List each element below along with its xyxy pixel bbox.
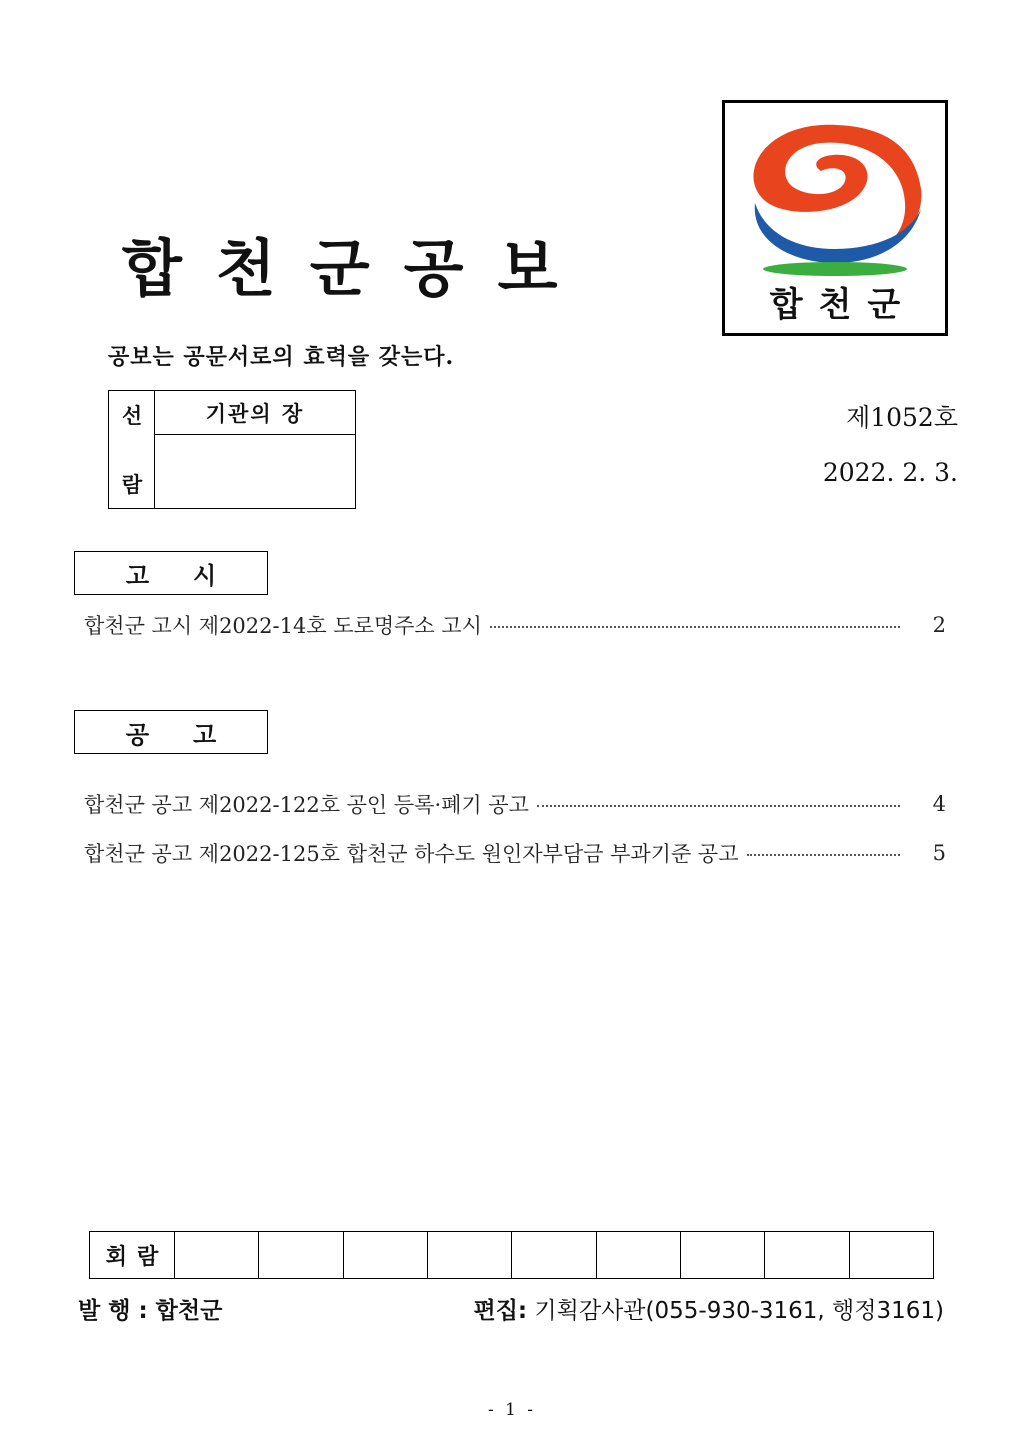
toc-text: 합천군 고시 제2022-14호 도로명주소 고시: [84, 614, 482, 638]
circulation-cell: [174, 1232, 258, 1278]
toc-text: 합천군 공고 제2022-122호 공인 등록·폐기 공고: [84, 793, 529, 817]
toc-row[interactable]: [84, 838, 946, 868]
hapcheon-logo: [722, 100, 948, 336]
circulation-cell: [511, 1232, 595, 1278]
editor-value: 기획감사관(055-930-3161, 행정3161): [527, 1298, 944, 1324]
toc-page: 5: [932, 841, 946, 865]
review-header: 기관의 장: [155, 391, 355, 435]
circulation-label: 회람: [105, 1243, 169, 1270]
circulation-cell: [596, 1232, 680, 1278]
circulation-cell: [427, 1232, 511, 1278]
issue-date: 2022. 2. 3.: [822, 458, 958, 487]
toc-row[interactable]: [84, 789, 946, 819]
circulation-table: [89, 1231, 934, 1279]
circulation-cell: [680, 1232, 764, 1278]
toc-leader: [747, 854, 901, 856]
review-box: [108, 390, 356, 509]
review-label-top: 선: [121, 403, 143, 428]
editor-label: 편집:: [473, 1298, 528, 1324]
toc-leader: [490, 626, 900, 628]
bulletin-subtitle: 공보는 공문서로의 효력을 갖는다.: [108, 344, 455, 370]
toc-page: 4: [932, 792, 946, 816]
editor-info: [473, 1292, 944, 1325]
bulletin-title: 합천군공보: [122, 232, 592, 305]
section-notice-heading: 고시: [74, 551, 268, 595]
section-announcement-heading: 공고: [74, 710, 268, 754]
logo-text: 합천군: [769, 285, 917, 325]
toc-page: 2: [932, 613, 946, 637]
page-number: - 1 -: [487, 1400, 537, 1420]
circulation-cell: [849, 1232, 933, 1278]
circulation-cell: [764, 1232, 848, 1278]
toc-leader: [537, 805, 900, 807]
issue-number: 제1052호: [846, 403, 958, 432]
publisher: 발 행 : 합천군: [78, 1298, 223, 1324]
circulation-cell: [258, 1232, 342, 1278]
toc-row[interactable]: [84, 610, 946, 640]
review-label-bottom: 람: [121, 472, 143, 497]
circulation-cell: [343, 1232, 427, 1278]
toc-text: 합천군 공고 제2022-125호 합천군 하수도 원인자부담금 부과기준 공고: [84, 842, 739, 866]
